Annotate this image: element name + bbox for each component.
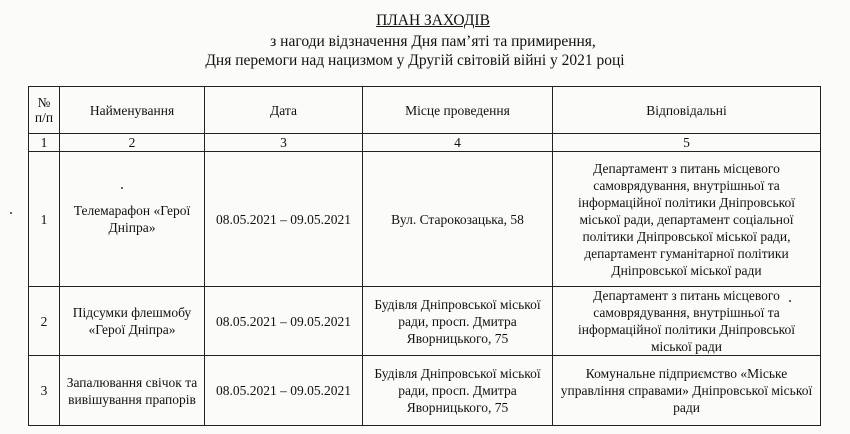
row-responsible: Департамент з питань місцевого самоврядування, внутрішньої та інформаційної політики Дніпровської міської ради, департамент соціальної політики Дніпровської міської ради, департамент гуманітарної політики Дніпровської міської ради: [553, 152, 821, 287]
table-row: [29, 287, 821, 356]
row-date: 08.05.2021 – 09.05.2021: [205, 152, 363, 287]
row-responsible: Департамент з питань місцевого самоврядування, внутрішньої та інформаційної політики Дніпровської міської ради: [553, 287, 821, 356]
row-place: Будівля Дніпровської міської ради, просп. Дмитра Яворницького, 75: [363, 287, 553, 356]
table-row: [29, 152, 821, 287]
row-place: Будівля Дніпровської міської ради, просп. Дмитра Яворницького, 75: [363, 356, 553, 426]
scan-speck: [789, 300, 791, 302]
plan-subtitle-line1: з нагоди відзначення Дня пам’яті та примирення,: [270, 33, 596, 50]
table-header-row: [29, 87, 821, 134]
plan-subtitle-line2: Дня перемоги над нацизмом у Другій світовій війні у 2021 році: [205, 52, 625, 69]
column-number: 2: [60, 134, 205, 152]
scan-speck: [10, 212, 12, 214]
table-row: [29, 356, 821, 426]
column-number: 5: [553, 134, 821, 152]
row-num: 1: [29, 152, 60, 287]
row-num: 3: [29, 356, 60, 426]
column-number-row: [29, 134, 821, 152]
column-header-place: Місце проведення: [363, 87, 553, 134]
column-number: 1: [29, 134, 60, 152]
row-name: Телемарафон «Герої Дніпра»: [60, 152, 205, 287]
row-name: Запалювання свічок та вивішування прапорів: [60, 356, 205, 426]
row-name: Підсумки флешмобу «Герої Дніпра»: [60, 287, 205, 356]
events-table: [28, 86, 821, 426]
column-header-date: Дата: [205, 87, 363, 134]
scan-speck: [121, 187, 123, 189]
row-responsible: Комунальне підприємство «Міське управління справами» Дніпровської міської ради: [553, 356, 821, 426]
row-date: 08.05.2021 – 09.05.2021: [205, 287, 363, 356]
column-header-responsible: Відповідальні: [553, 87, 821, 134]
column-number: 4: [363, 134, 553, 152]
row-date: 08.05.2021 – 09.05.2021: [205, 356, 363, 426]
plan-title: ПЛАН ЗАХОДІВ: [376, 12, 490, 29]
row-place: Вул. Старокозацька, 58: [363, 152, 553, 287]
column-header-name: Найменування: [60, 87, 205, 134]
row-num: 2: [29, 287, 60, 356]
column-number: 3: [205, 134, 363, 152]
column-header-num: № п/п: [29, 87, 60, 134]
